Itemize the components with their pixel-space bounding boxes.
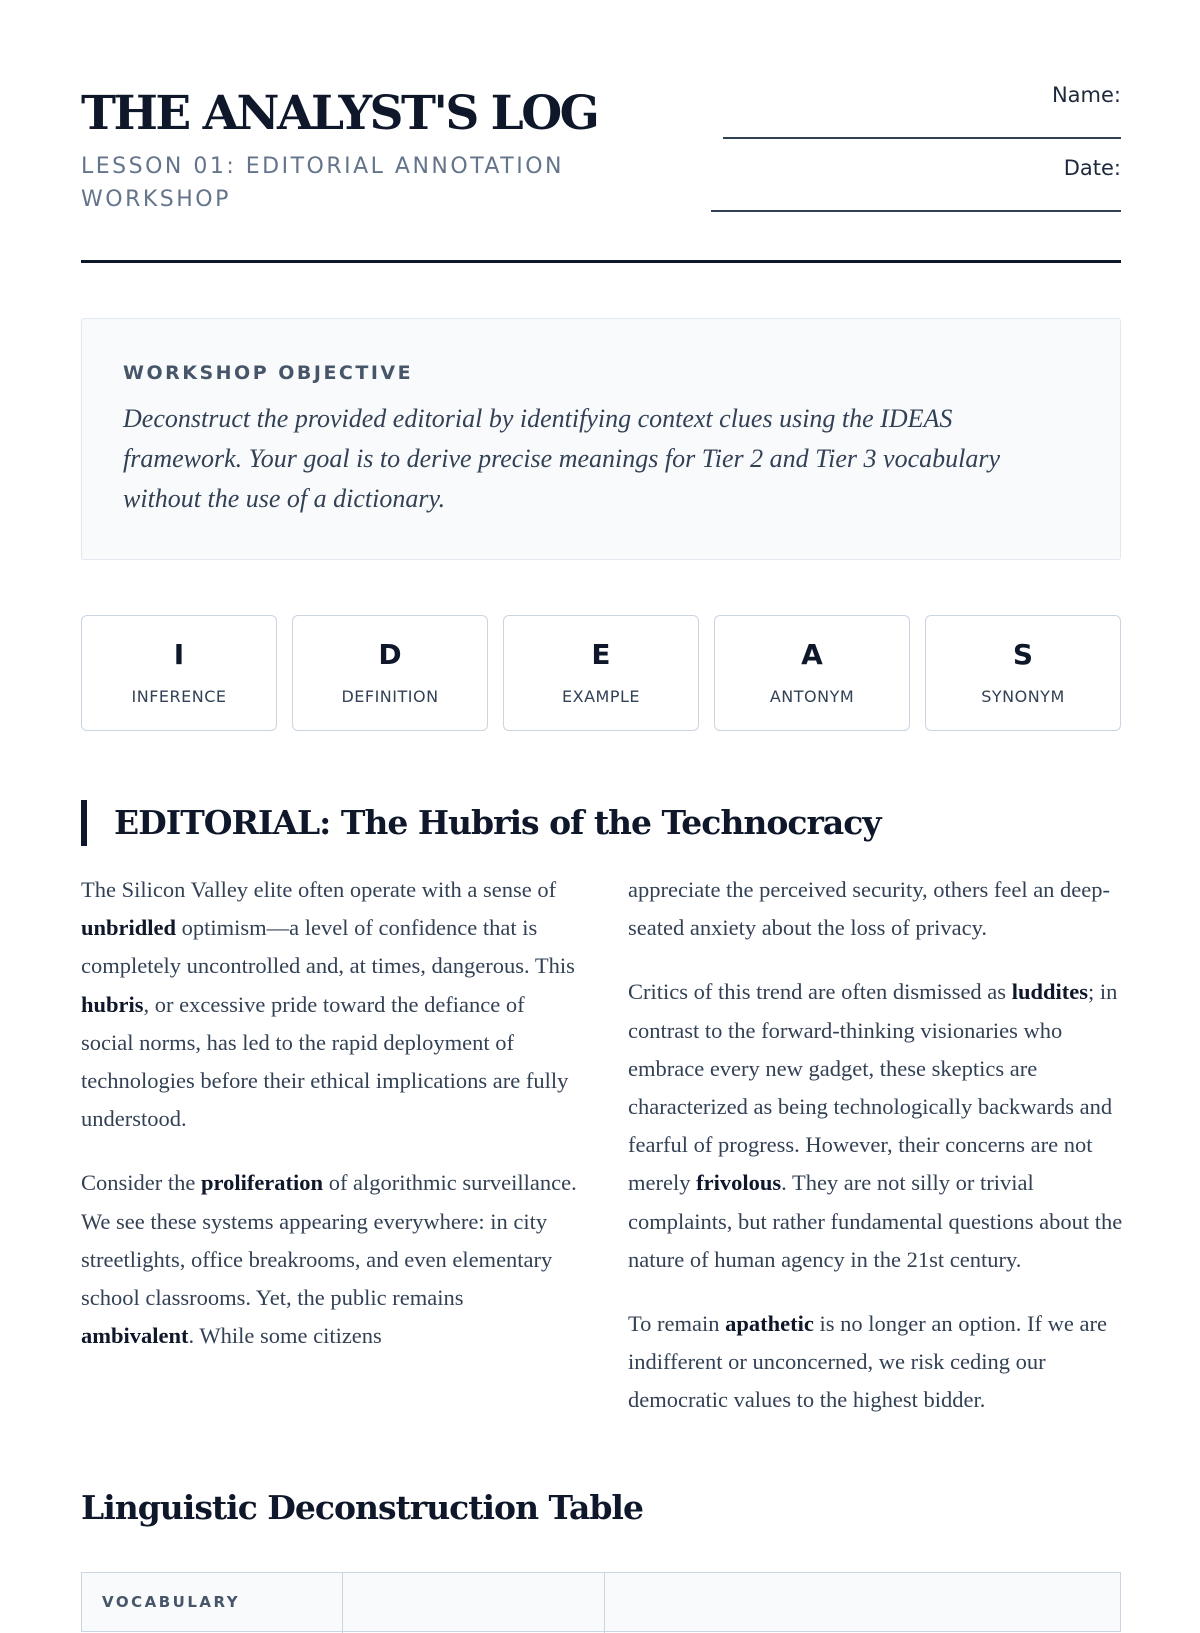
heading-accent-bar — [81, 800, 87, 846]
text-run: Critics of this trend are often dismissed as — [628, 979, 1012, 1005]
idea-word: INFERENCE — [131, 687, 227, 706]
text-run: The Silicon Valley elite often operate with a sense of — [81, 877, 557, 902]
editorial-paragraph-1 — [81, 871, 581, 1138]
editorial-paragraph-4 — [628, 1305, 1128, 1420]
vocab-word-unbridled: unbridled — [81, 915, 177, 941]
text-run: , or excessive pride toward the defiance of social norms, has led to the rapid deployment of technologies before their ethical implications are fully understood. — [81, 991, 569, 1132]
editorial-paragraph-2 — [81, 1164, 581, 1355]
vocab-word-proliferation: proliferation — [200, 1170, 324, 1196]
idea-card-synonym — [925, 615, 1121, 731]
worksheet-header — [81, 80, 1121, 265]
text-run: of algorithmic surveillance. We see these systems appearing everywhere: in city streetlights, office breakrooms, and even elementary school classrooms. Yet, the public remains — [81, 1170, 577, 1311]
lesson-subtitle: LESSON 01: EDITORIAL ANNOTATION WORKSHOP — [81, 154, 564, 212]
text-run: optimism—a level of confidence that is completely uncontrolled and, at times, dangerous. This — [81, 915, 575, 979]
vocab-word-frivolous: frivolous — [696, 1170, 782, 1196]
table-header-cell — [343, 1573, 605, 1633]
text-run: is no longer an option. If we are indifferent or unconcerned, we risk ceding our democratic values to the highest bidder. — [628, 1311, 1107, 1413]
idea-word: ANTONYM — [769, 687, 855, 706]
editorial-column-left — [81, 871, 581, 1381]
date-field[interactable] — [711, 210, 1121, 212]
vocab-word-ambivalent: ambivalent — [81, 1323, 189, 1349]
idea-letter: E — [591, 638, 611, 671]
vocabulary-column-header: VOCABULARY — [102, 1593, 241, 1611]
header-divider — [81, 260, 1121, 263]
text-run: . While some citizens — [188, 1323, 382, 1349]
idea-card-example — [503, 615, 699, 731]
editorial-paragraph-2-continued: appreciate the perceived security, others feel an deep-seated anxiety about the loss of privacy. — [628, 877, 1111, 941]
objective-label: WORKSHOP OBJECTIVE — [123, 362, 414, 384]
idea-card-inference — [81, 615, 277, 731]
text-run: To remain — [628, 1311, 726, 1337]
name-field[interactable] — [723, 137, 1121, 139]
idea-card-antonym — [714, 615, 910, 731]
name-label: Name: — [1051, 83, 1121, 107]
text-run: Consider the — [81, 1170, 201, 1196]
idea-word: EXAMPLE — [562, 687, 640, 706]
editorial-paragraph-3 — [628, 973, 1128, 1279]
table-section-title: Linguistic Deconstruction Table — [81, 1488, 643, 1527]
idea-word: SYNONYM — [981, 687, 1065, 706]
idea-letter: A — [801, 638, 823, 671]
objective-box — [81, 318, 1121, 560]
idea-letter: I — [173, 638, 185, 671]
idea-word: DEFINITION — [341, 687, 439, 706]
idea-letter: S — [1012, 638, 1034, 671]
table-header-cell — [82, 1573, 343, 1633]
page-title: THE ANALYST'S LOG — [81, 86, 598, 141]
deconstruction-table — [81, 1572, 1121, 1632]
editorial-title: EDITORIAL: The Hubris of the Technocracy — [114, 803, 881, 842]
idea-letter: D — [378, 638, 402, 671]
ideas-framework — [81, 615, 1121, 731]
idea-card-definition — [292, 615, 488, 731]
text-run: ; in contrast to the forward-thinking visionaries who embrace every new gadget, these skeptics are characterized as being technologically backwards and fearful of progress. However, their concerns are not merely — [628, 979, 1118, 1196]
vocab-word-hubris: hubris — [81, 991, 144, 1017]
date-label: Date: — [1063, 156, 1121, 180]
vocab-word-apathetic: apathetic — [725, 1311, 814, 1337]
text-run: . They are not silly or trivial complaints, but rather fundamental questions about the nature of human agency in the 21st century. — [628, 1170, 1123, 1272]
objective-text: Deconstruct the provided editorial by identifying context clues using the IDEAS framework. Your goal is to derive precise meanings for Tier 2 and Tier 3 vocabulary without the use of a dictionary. — [123, 404, 1000, 513]
editorial-column-right — [628, 871, 1128, 1446]
vocab-word-luddites: luddites — [1011, 979, 1088, 1005]
